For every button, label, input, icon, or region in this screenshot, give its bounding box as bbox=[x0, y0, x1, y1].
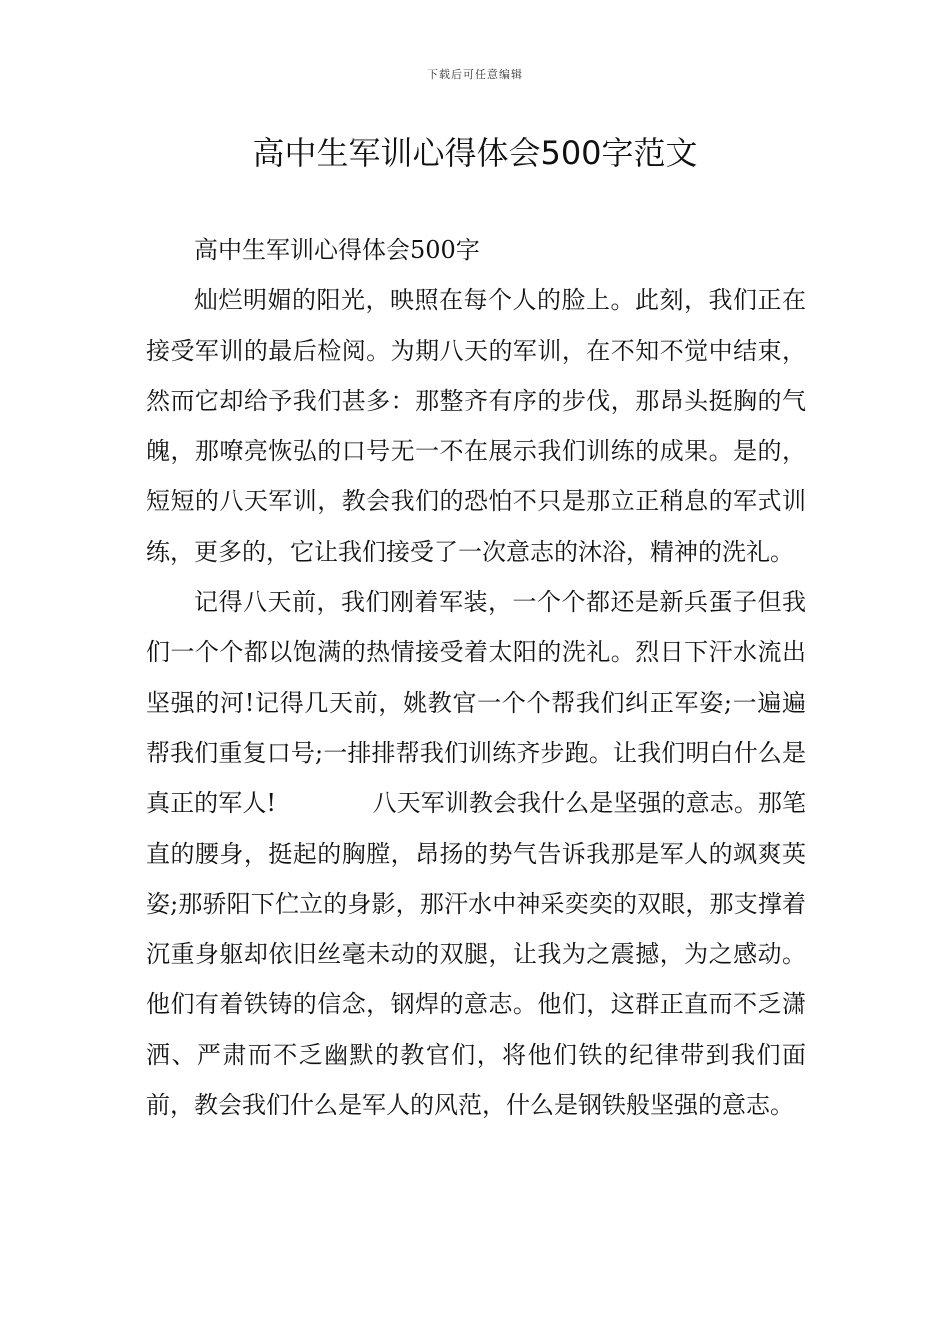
document-body bbox=[146, 225, 806, 1130]
document-title: 高中生军训心得体会500字范文 bbox=[252, 134, 698, 172]
header-note: 下载后可任意编辑 bbox=[427, 68, 523, 81]
paragraph-2: 记得八天前，我们刚着军装，一个个都还是新兵蛋子但我们一个个都以饱满的热情接受着太阳的洗礼。烈日下汗水流出坚强的河!记得几天前，姚教官一个个帮我们纠正军姿;一遍遍帮我们重复口号;一排排帮我们训练齐步跑。让我们明白什么是真正的军人! 八天军训教会我什么是坚强的意志。那笔直的腰身，挺起的胸膛，昂扬的势气告诉我那是军人的飒爽英姿;那骄阳下伫立的身影，那汗水中神采奕奕的双眼，那支撑着沉重身躯却依旧丝毫未动的双腿，让我为之震撼，为之感动。他们有着铁铸的信念，钢焊的意志。他们，这群正直而不乏潇洒、严肃而不乏幽默的教官们，将他们铁的纪律带到我们面前，教会我们什么是军人的风范，什么是钢铁般坚强的意志。 bbox=[146, 588, 806, 1120]
paragraph-1: 灿烂明媚的阳光，映照在每个人的脸上。此刻，我们正在接受军训的最后检阅。为期八天的军训，在不知不觉中结束，然而它却给予我们甚多：那整齐有序的步伐，那昂头挺胸的气魄，那嘹亮恢弘的口号无一不在展示我们训练的成果。是的，短短的八天军训，教会我们的恐怕不只是那立正稍息的军式训练，更多的，它让我们接受了一次意志的沐浴，精神的洗礼。 bbox=[146, 286, 806, 566]
paragraph-subtitle: 高中生军训心得体会500字 bbox=[194, 236, 480, 264]
